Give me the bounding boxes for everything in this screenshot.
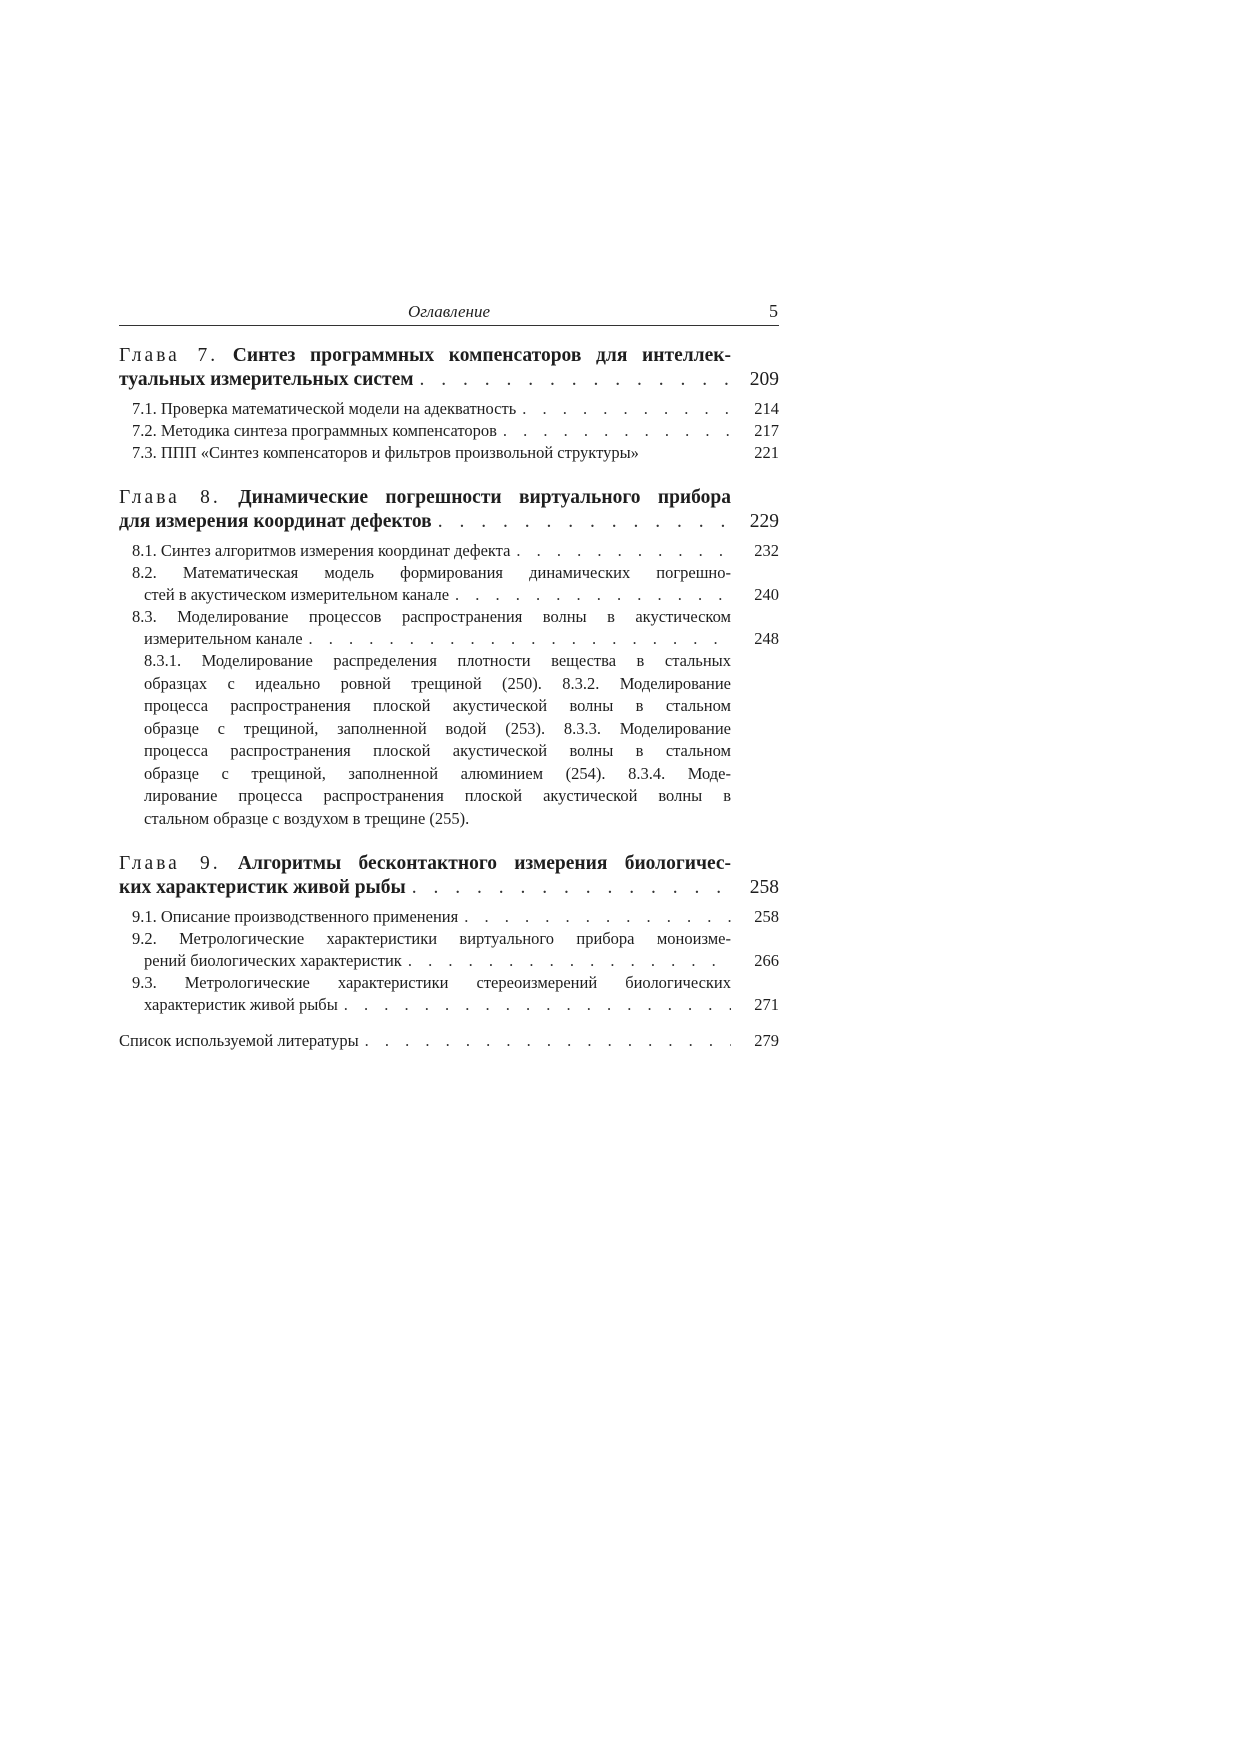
chapter-title: для измерения координат дефектов [119,511,432,532]
table-of-contents [119,344,779,1052]
chapter-title-line [119,510,779,534]
section-line [119,994,779,1016]
page-number: 248 [754,629,779,648]
section-title: характеристик живой рыбы [144,995,338,1014]
page-number: 266 [754,951,779,970]
leader-dots [432,510,731,534]
chapter-label: Глава 7. [119,345,219,366]
section-line [119,584,779,606]
running-header-page-number: 5 [769,301,778,321]
leader-dots [516,398,731,420]
subsection-line: процесса распространения плоской акустической волны в стальном [144,741,731,760]
leader-dots [458,906,731,928]
chapter-label: Глава 9. [119,853,221,874]
section-title: 9.3. Метрологические характеристики стереоизмерений биологических [132,973,731,992]
page-number: 258 [754,907,779,926]
leader-dots [510,540,731,562]
section-line [119,950,779,972]
bibliography-line [119,1030,779,1052]
section-title: 8.3. Моделирование процессов распространения волны в акустическом [132,607,731,626]
subsection-line: образце с трещиной, заполненной алюминием (254). 8.3.4. Моде- [144,763,731,783]
leader-dots [414,368,731,392]
leader-dots [402,950,731,972]
page-number: 271 [754,995,779,1014]
section-title: рений биологических характеристик [144,951,402,970]
subsection-line: образцах с идеально ровной трещиной (250). 8.3.2. Моделирование [144,673,731,693]
toc-section-7-1 [119,398,779,420]
toc-section-8-1 [119,540,779,562]
page-number: 209 [749,369,779,390]
subsection-line: лирование процесса распространения плоской акустической волны в [144,786,731,805]
toc-subsections-8-3 [144,650,731,830]
page-number: 214 [754,399,779,418]
chapter-title: ких характеристик живой рыбы [119,877,406,898]
chapter-title: Алгоритмы бесконтактного измерения биологичес- [237,853,731,874]
bibliography-title: Список используемой литературы [119,1031,359,1050]
running-header-title: Оглавление [407,302,491,321]
page-number: 232 [754,541,779,560]
toc-chapter-8 [119,486,779,534]
toc-section-9-1 [119,906,779,928]
section-line [119,628,779,650]
toc-chapter-9 [119,852,779,900]
running-header [119,300,779,326]
section-title: 8.2. Математическая модель формирования динамических погрешно- [132,563,731,582]
chapter-title: Динамические погрешности виртуального прибора [238,487,731,508]
section-title: 8.1. Синтез алгоритмов измерения координат дефекта [132,541,511,560]
section-title: 7.1. Проверка математической модели на адекватность [132,399,517,418]
chapter-title-line [119,344,731,368]
subsection-line: образце с трещиной, заполненной водой (253). 8.3.3. Моделирование [144,718,731,738]
section-line [119,906,779,928]
section-title: 9.2. Метрологические характеристики виртуального прибора моноизме- [132,929,731,948]
toc-section-7-2 [119,420,779,442]
section-title: измерительном канале [144,629,303,648]
section-title: стей в акустическом измерительном канале [144,585,450,604]
page-number: 279 [754,1031,779,1050]
subsection-line: процесса распространения плоской акустической волны в стальном [144,696,731,715]
section-line [119,398,779,420]
chapter-title-line [119,368,779,392]
page-number: 240 [754,585,779,604]
leader-dots [497,420,731,442]
section-title: 7.3. ППП «Синтез компенсаторов и фильтров произвольной структуры» [132,443,639,462]
section-line [119,540,779,562]
chapter-title-line [119,852,731,876]
leader-dots [303,628,731,650]
chapter-label: Глава 8. [119,487,221,508]
leader-dots [406,876,731,900]
toc-section-8-3 [119,606,779,650]
chapter-title-line [119,486,731,510]
leader-dots [449,584,731,606]
leader-dots [359,1030,731,1052]
chapter-title-line [119,876,779,900]
toc-section-7-3 [119,442,779,464]
toc-chapter-7 [119,344,779,392]
leader-dots [338,994,731,1016]
section-line [119,420,779,442]
page-number: 221 [754,443,779,462]
page-number: 217 [754,421,779,440]
toc-section-8-2 [119,562,779,606]
subsection-line: стальном образце с воздухом в трещине (255). [144,808,470,828]
toc-bibliography [119,1030,779,1052]
chapter-title: туальных измерительных систем [119,369,414,390]
page-number: 229 [749,511,779,532]
toc-section-9-2 [119,928,779,972]
subsection-line: 8.3.1. Моделирование распределения плотности вещества в стальных [144,651,731,670]
section-line [119,442,779,464]
page-number: 258 [749,877,779,898]
section-title: 7.2. Методика синтеза программных компенсаторов [132,421,497,440]
toc-section-9-3 [119,972,779,1016]
section-title: 9.1. Описание производственного применения [132,907,459,926]
chapter-title: Синтез программных компенсаторов для интеллек- [232,345,731,366]
